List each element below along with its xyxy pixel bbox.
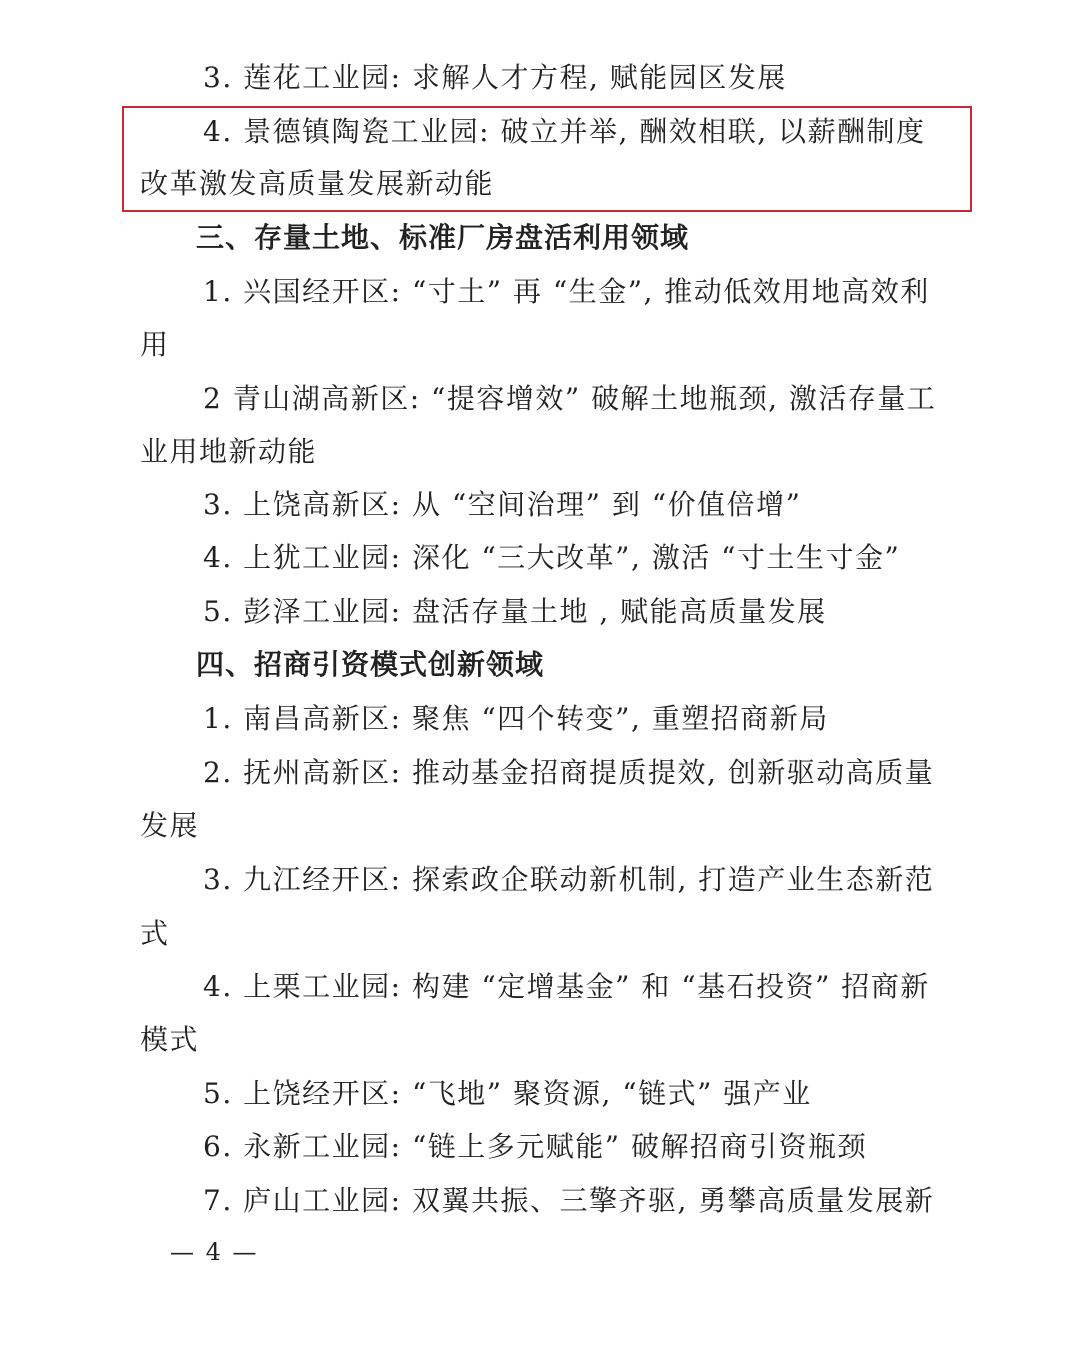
list-item: 4. 上栗工业园: 构建 “定增基金” 和 “基石投资” 招商新 bbox=[203, 970, 930, 1003]
list-item: 2. 抚州高新区: 推动基金招商提质提效, 创新驱动高质量 bbox=[203, 756, 935, 789]
list-item: 4. 上犹工业园: 深化 “三大改革”, 激活 “寸土生寸金” bbox=[203, 541, 901, 574]
section-heading: 四、招商引资模式创新领域 bbox=[196, 648, 545, 681]
list-item: 1. 南昌高新区: 聚焦 “四个转变”, 重塑招商新局 bbox=[203, 702, 829, 735]
page-number: — 4 — bbox=[170, 1238, 259, 1266]
list-item: 6. 永新工业园: “链上多元赋能” 破解招商引资瓶颈 bbox=[203, 1130, 867, 1163]
list-item-continuation: 改革激发高质量发展新动能 bbox=[140, 167, 495, 200]
list-item: 5. 彭泽工业园: 盘活存量土地 , 赋能高质量发展 bbox=[203, 595, 827, 628]
list-item-highlighted: 4. 景德镇陶瓷工业园: 破立并举, 酬效相联, 以薪酬制度 bbox=[203, 115, 926, 148]
list-item: 2 青山湖高新区: “提容增效” 破解土地瓶颈, 激活存量工 bbox=[203, 382, 937, 415]
list-item: 3. 九江经开区: 探索政企联动新机制, 打造产业生态新范 bbox=[203, 863, 935, 896]
list-item: 5. 上饶经开区: “飞地” 聚资源, “链式” 强产业 bbox=[203, 1077, 812, 1110]
list-item-continuation: 模式 bbox=[140, 1023, 200, 1056]
list-item-continuation: 发展 bbox=[140, 809, 200, 842]
list-item-continuation: 业用地新动能 bbox=[140, 435, 318, 468]
list-item-continuation: 用 bbox=[140, 328, 170, 361]
list-item: 3. 莲花工业园: 求解人才方程, 赋能园区发展 bbox=[203, 61, 787, 94]
list-item-continuation: 式 bbox=[140, 917, 170, 950]
list-item: 3. 上饶高新区: 从 “空间治理” 到 “价值倍增” bbox=[203, 488, 802, 521]
list-item: 7. 庐山工业园: 双翼共振、三擎齐驱, 勇攀高质量发展新 bbox=[203, 1184, 935, 1217]
section-heading: 三、存量土地、标准厂房盘活利用领域 bbox=[196, 221, 690, 254]
list-item: 1. 兴国经开区: “寸土” 再 “生金”, 推动低效用地高效利 bbox=[203, 275, 930, 308]
